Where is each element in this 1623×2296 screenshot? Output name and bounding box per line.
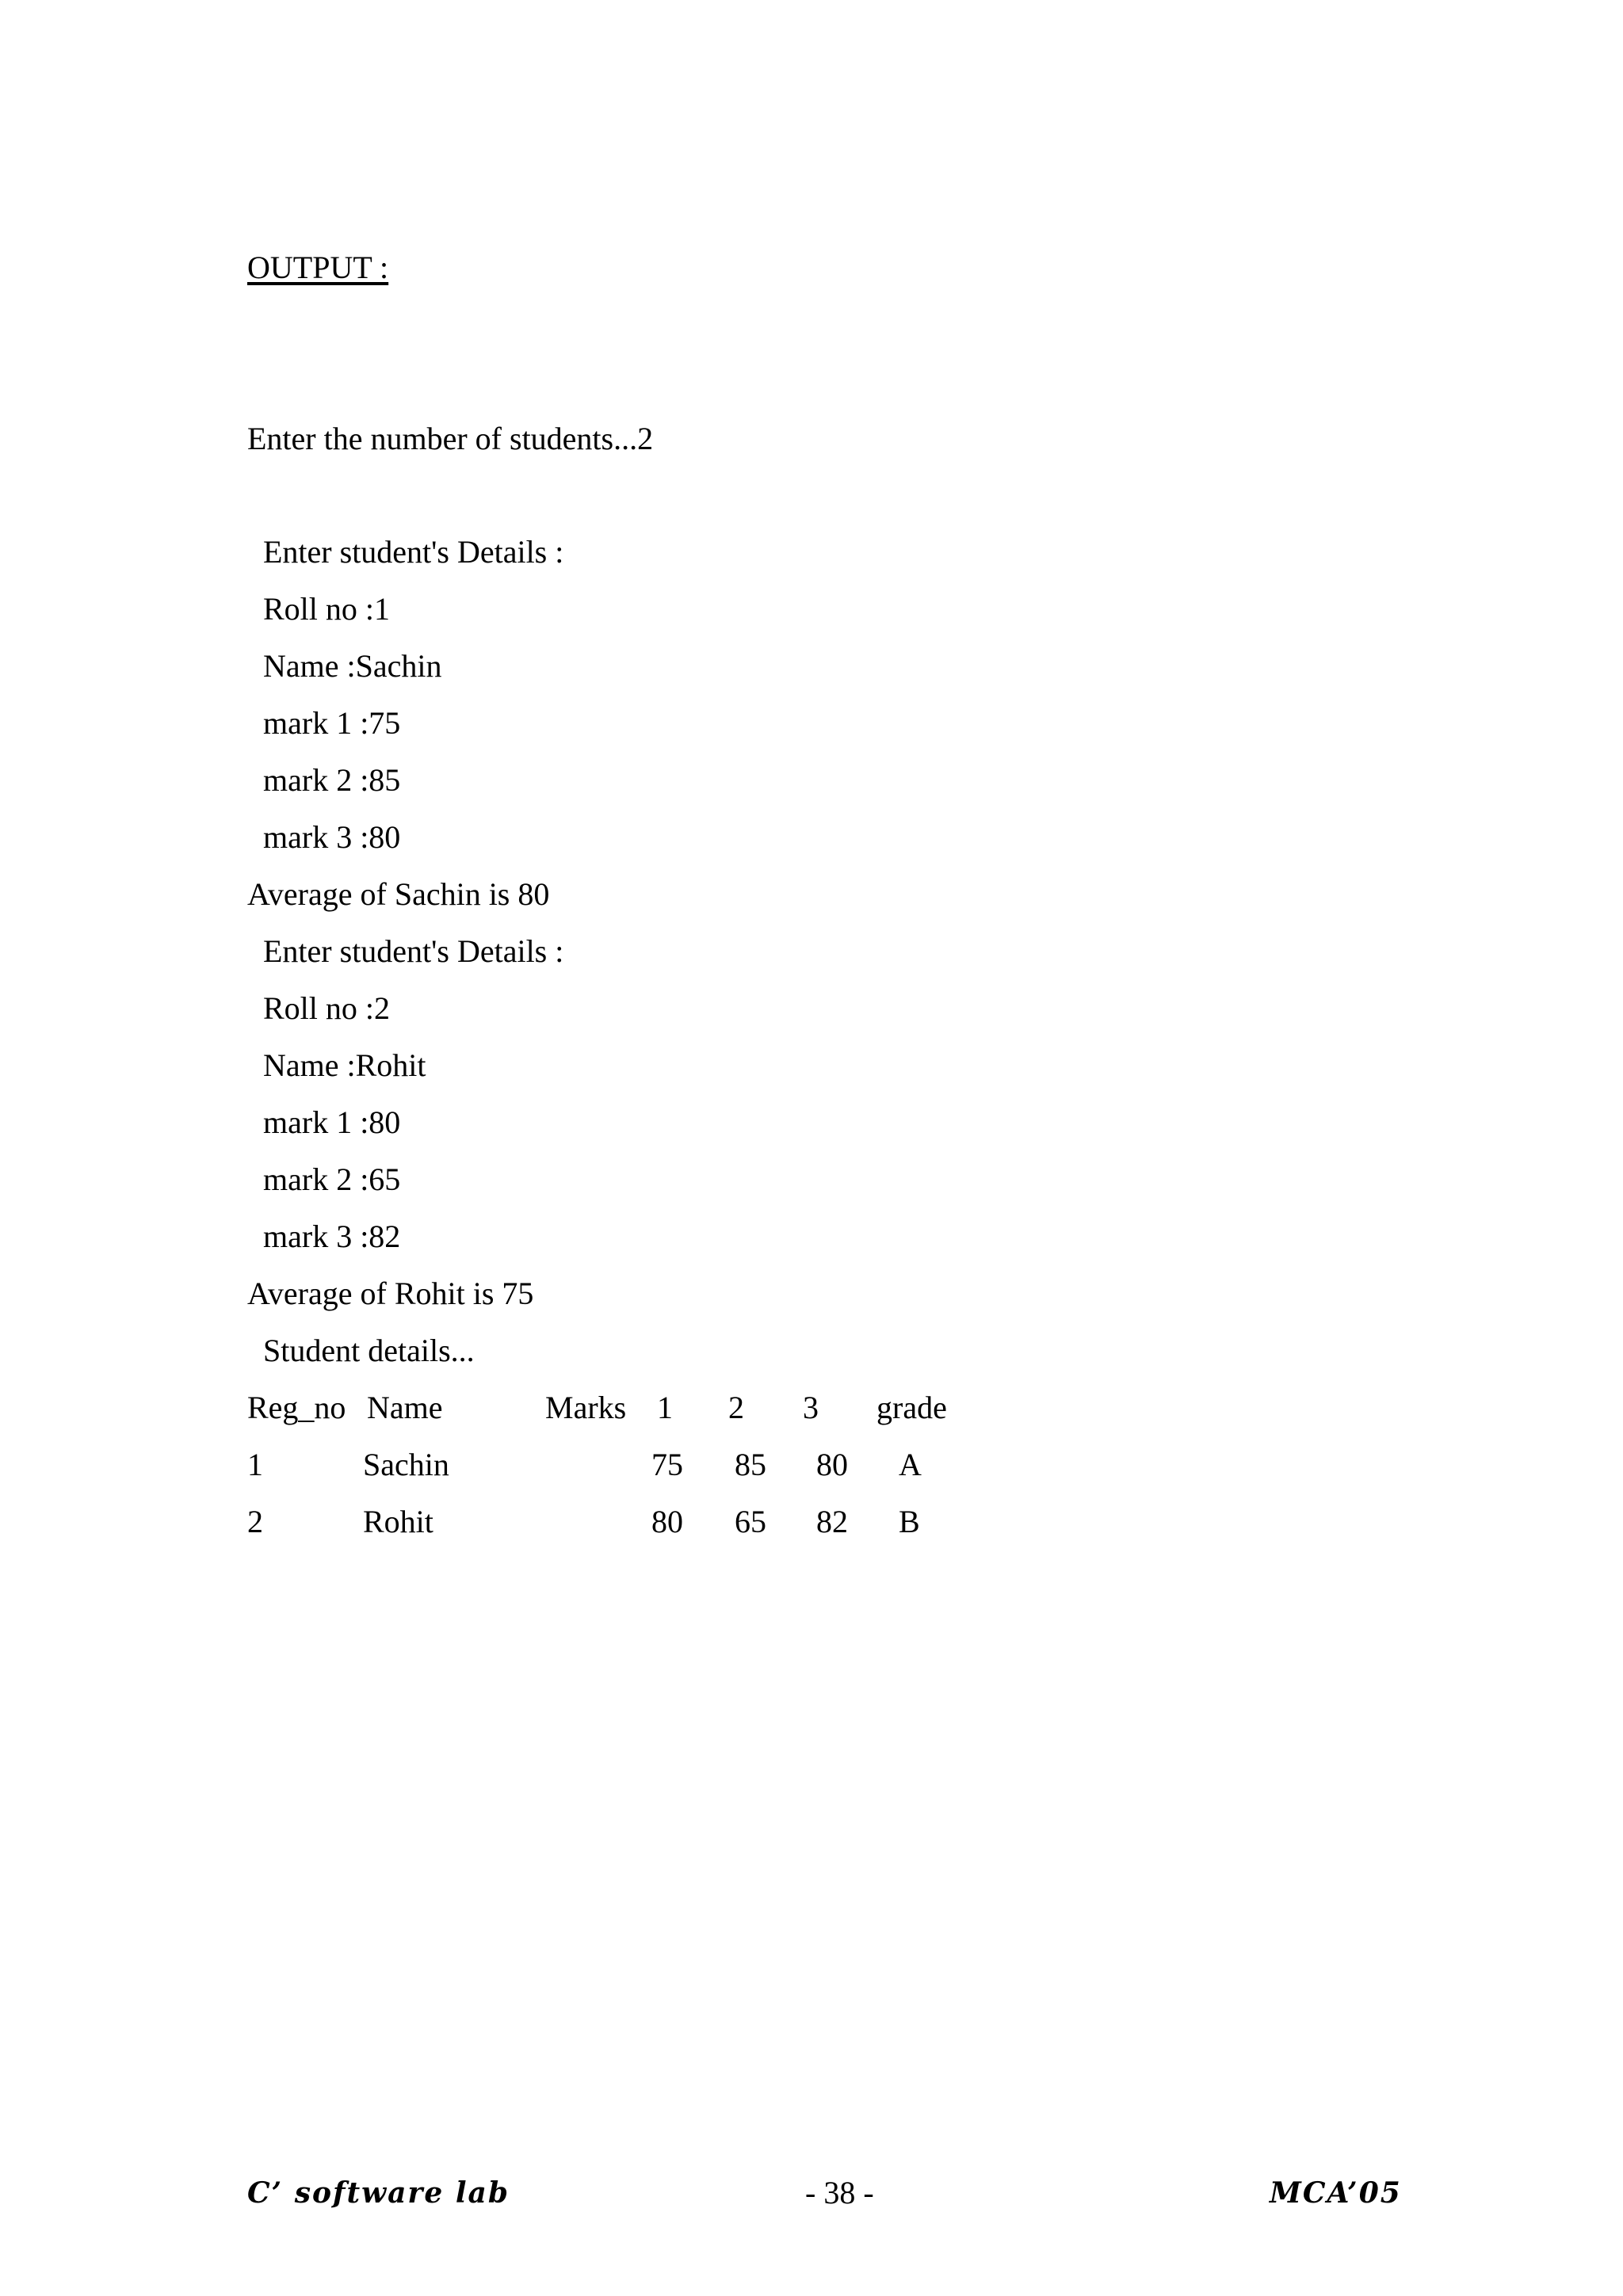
cell-name: Sachin: [363, 1447, 449, 1482]
header-mark-3: 3: [803, 1390, 819, 1425]
average-2: Average of Rohit is 75: [247, 1276, 534, 1311]
mark3-1: mark 3 :80: [255, 819, 401, 855]
mark1-2: mark 1 :80: [255, 1104, 401, 1140]
prompt-number-of-students: Enter the number of students...2: [247, 421, 654, 456]
header-reg-no: Reg_no: [247, 1390, 346, 1425]
footer-right: MCA’05: [1270, 2176, 1402, 2210]
page-number: - 38 -: [805, 2175, 874, 2210]
header-grade: grade: [876, 1390, 947, 1425]
prompt-student-details-1: Enter student's Details :: [255, 534, 564, 570]
header-mark-2: 2: [728, 1390, 744, 1425]
cell-mark-2: 85: [735, 1447, 766, 1482]
mark2-2: mark 2 :65: [255, 1161, 401, 1197]
header-mark-1: 1: [657, 1390, 673, 1425]
output-heading: OUTPUT :: [247, 250, 389, 285]
cell-reg-no: 2: [247, 1504, 263, 1539]
mark3-2: mark 3 :82: [255, 1219, 401, 1254]
cell-grade: B: [899, 1504, 920, 1539]
cell-name: Rohit: [363, 1504, 433, 1539]
header-marks: Marks: [545, 1390, 627, 1425]
cell-mark-1: 75: [651, 1447, 683, 1482]
cell-mark-2: 65: [735, 1504, 766, 1539]
mark1-1: mark 1 :75: [255, 705, 401, 741]
footer-left: C’ software lab: [247, 2176, 510, 2210]
cell-mark-3: 82: [816, 1504, 848, 1539]
average-1: Average of Sachin is 80: [247, 876, 550, 912]
cell-mark-3: 80: [816, 1447, 848, 1482]
roll-no-2: Roll no :2: [255, 990, 391, 1026]
header-name: Name: [367, 1390, 443, 1425]
roll-no-1: Roll no :1: [255, 591, 391, 627]
name-2: Name :Rohit: [255, 1047, 426, 1083]
mark2-1: mark 2 :85: [255, 762, 401, 798]
cell-mark-1: 80: [651, 1504, 683, 1539]
student-details-title: Student details...: [255, 1333, 475, 1368]
cell-reg-no: 1: [247, 1447, 263, 1482]
prompt-student-details-2: Enter student's Details :: [255, 933, 564, 969]
cell-grade: A: [899, 1447, 922, 1482]
name-1: Name :Sachin: [255, 648, 442, 684]
